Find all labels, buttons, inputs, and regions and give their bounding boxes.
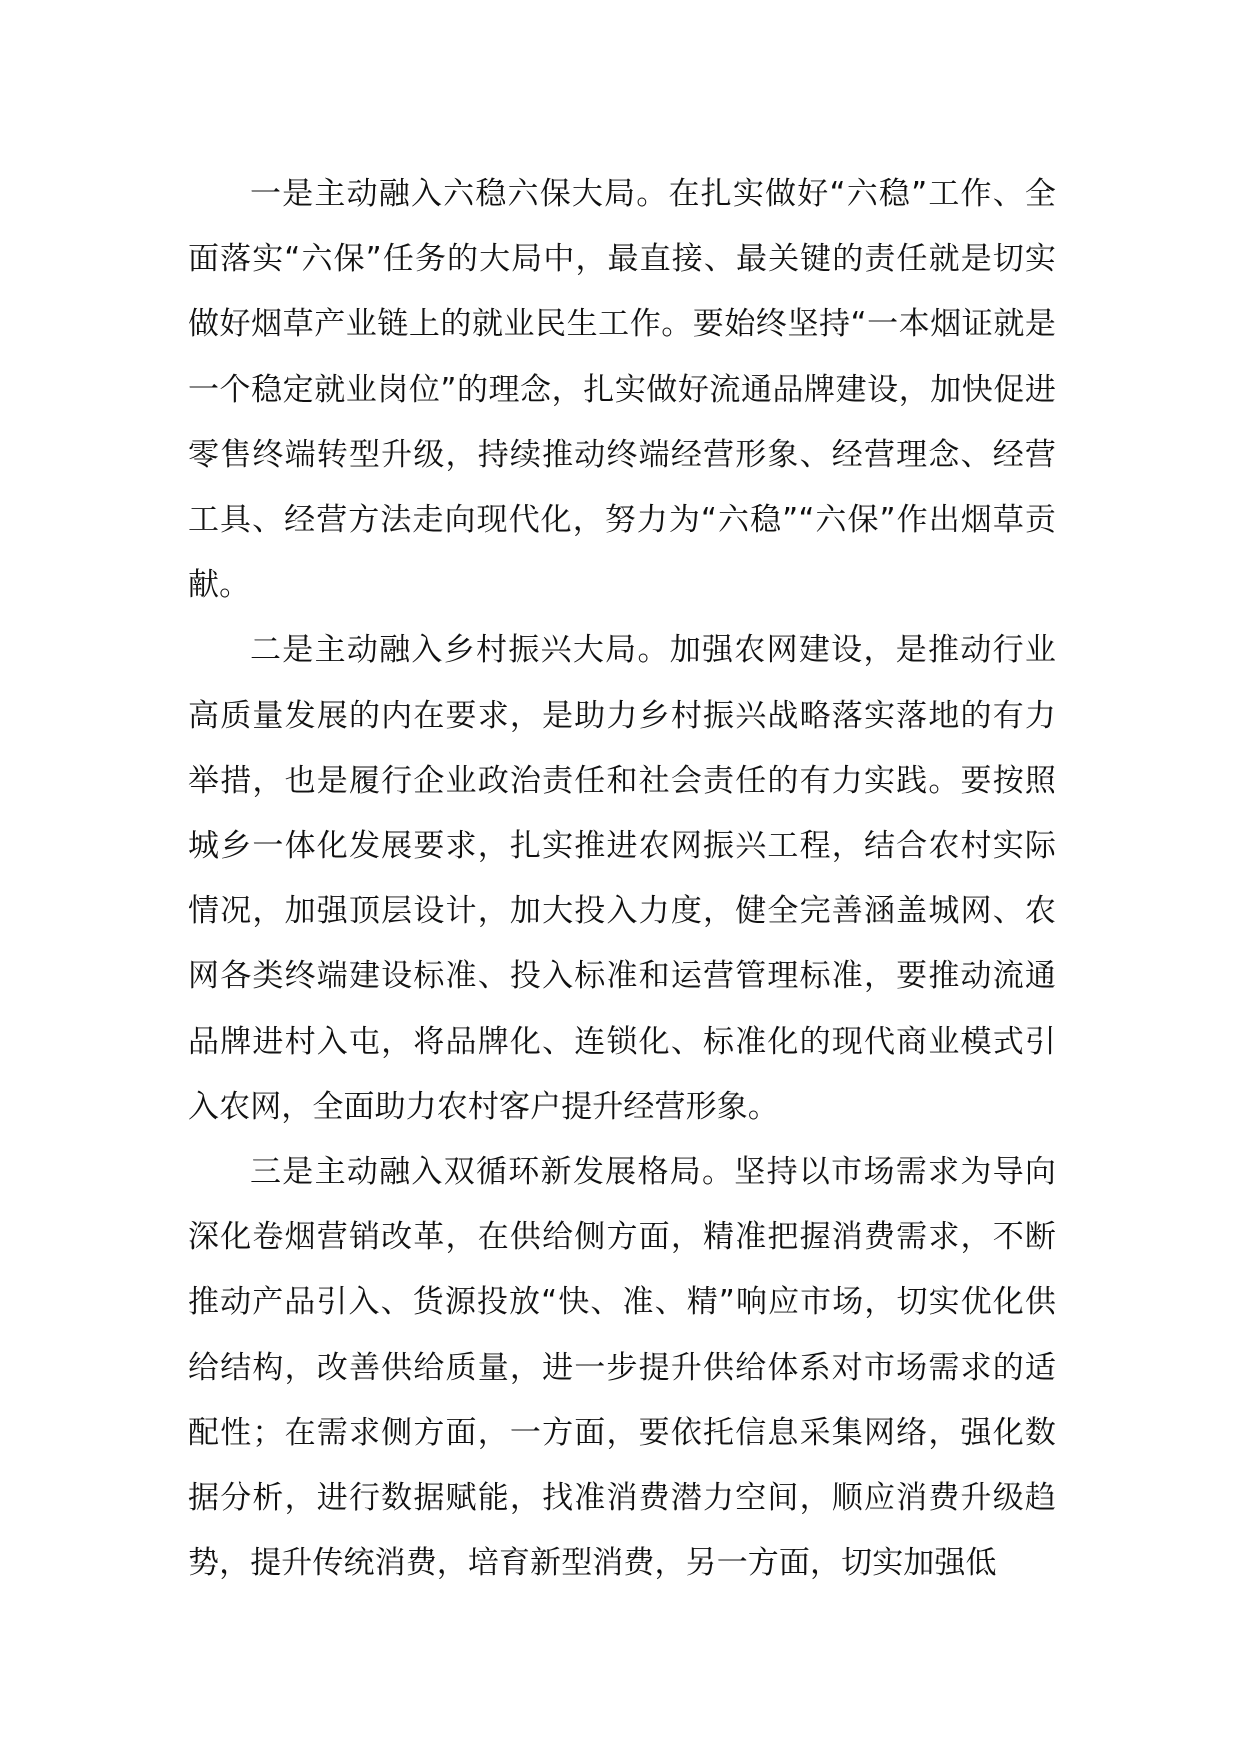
document-body [188,162,1056,1596]
paragraph-3: 三是主动融入双循环新发展格局。坚持以市场需求为导向深化卷烟营销改革，在供给侧方面，精准把握消费需求，不断推动产品引入、货源投放“快、准、精”响应市场，切实优化供给结构，改善供给质量，进一步提升供给体系对市场需求的适配性；在需求侧方面，一方面，要依托信息采集网络，强化数据分析，进行数据赋能，找准消费潜力空间，顺应消费升级趋势，提升传统消费，培育新型消费，另一方面，切实加强低 [188,1154,1056,1582]
paragraph-2: 二是主动融入乡村振兴大局。加强农网建设，是推动行业高质量发展的内在要求，是助力乡村振兴战略落实落地的有力举措，也是履行企业政治责任和社会责任的有力实践。要按照城乡一体化发展要求，扎实推进农网振兴工程，结合农村实际情况，加强顶层设计，加大投入力度，健全完善涵盖城网、农网各类终端建设标准、投入标准和运营管理标准，要推动流通品牌进村入屯，将品牌化、连锁化、标准化的现代商业模式引入农网，全面助力农村客户提升经营形象。 [188,632,1056,1125]
paragraph-1: 一是主动融入六稳六保大局。在扎实做好“六稳”工作、全面落实“六保”任务的大局中，最直接、最关键的责任就是切实做好烟草产业链上的就业民生工作。要始终坚持“一本烟证就是一个稳定就业岗位”的理念，扎实做好流通品牌建设，加快促进零售终端转型升级，持续推动终端经营形象、经营理念、经营工具、经营方法走向现代化，努力为“六稳”“六保”作出烟草贡献。 [188,176,1056,604]
